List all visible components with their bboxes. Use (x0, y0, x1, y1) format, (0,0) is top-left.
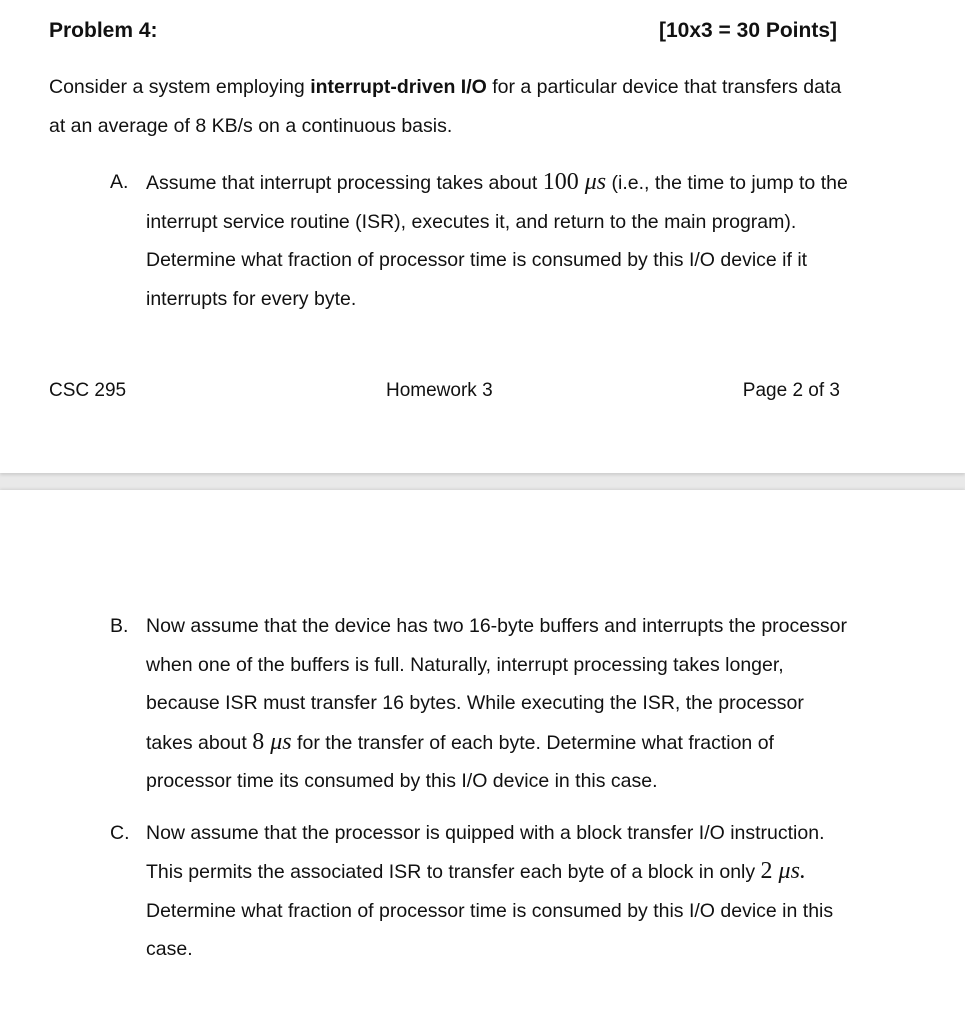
intro-text: Consider a system employing (49, 76, 311, 98)
question-c-letter: C. (110, 821, 130, 844)
document-page-1 (0, 0, 965, 473)
question-c-text-start: Now assume that the processor is quipped with a block transfer I/O instruction. This permits the associated ISR to transfer each byte of a block in only (146, 821, 825, 883)
question-c-text (146, 814, 850, 969)
problem-heading (49, 14, 837, 48)
page-footer (49, 373, 840, 409)
question-a-text-start: Assume that interrupt processing takes about (146, 172, 543, 194)
intro-emphasis: interrupt-driven I/O (310, 76, 487, 98)
question-b-unit: μs (270, 728, 292, 755)
question-c-unit: μs. (778, 858, 806, 884)
footer-course: CSC 295 (49, 380, 127, 401)
problem-points: [10x3 = 30 Points] (659, 19, 837, 42)
question-a-math (543, 169, 606, 195)
question-b-text-start: Now assume that the device has two 16-byte buffers and interrupts the processor when one of the buffers is full. Naturally, interrupt processing takes longer, because ISR must transfer 16 bytes. While executing the ISR, the processor takes about (146, 615, 847, 754)
question-c (110, 814, 850, 969)
intro-text-continued: for a particular device that transfers data at an average of 8 KB/s on a continuous basis. (49, 76, 842, 137)
question-list-page-2 (110, 607, 850, 969)
question-a (110, 163, 850, 318)
question-b-letter: B. (110, 615, 129, 637)
question-c-value: 2 (760, 858, 773, 884)
question-a-unit: μs (584, 169, 607, 195)
problem-intro (49, 68, 849, 146)
question-list-page-1 (110, 163, 850, 318)
question-c-math (761, 858, 806, 884)
question-b (110, 607, 850, 801)
document-page-2 (0, 490, 965, 1024)
question-b-text (146, 607, 850, 801)
question-c-text-end: Determine what fraction of processor time is consumed by this I/O device in this case. (146, 899, 834, 960)
problem-title: Problem 4: (49, 19, 158, 42)
question-b-math (252, 729, 291, 755)
question-a-value: 100 (542, 169, 579, 195)
question-a-text-end: (i.e., the time to jump to the interrupt service routine (ISR), executes it, and return to the main program). Determine what fraction of processor time is consumed by this I/O device if it interrupts for every byte. (146, 172, 848, 310)
question-b-value: 8 (252, 728, 265, 755)
question-a-letter: A. (110, 171, 129, 193)
footer-page-number: Page 2 of 3 (742, 380, 840, 401)
footer-assignment: Homework 3 (386, 380, 493, 401)
question-a-text (146, 163, 850, 318)
question-b-text-end: for the transfer of each byte. Determine what fraction of processor time its consumed by this I/O device in this case. (146, 731, 774, 792)
